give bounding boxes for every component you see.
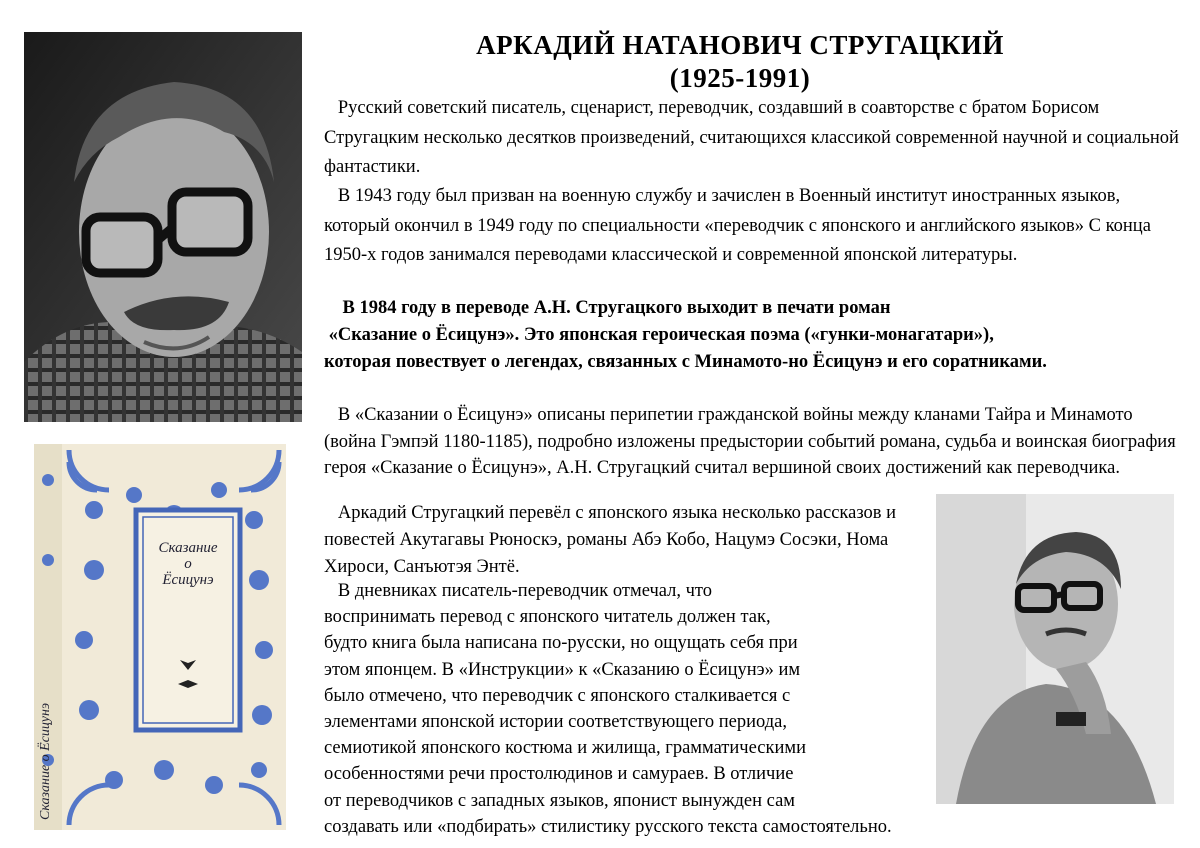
diary-line: семиотикой японского костюма и жилища, грамматическими bbox=[324, 738, 806, 759]
book-cover-image bbox=[24, 440, 296, 834]
cover-title-line-3: Ёсицунэ bbox=[162, 572, 214, 588]
book-cover-title bbox=[136, 540, 240, 588]
portrait-photo-top bbox=[24, 32, 302, 422]
paragraph-translation-highlight bbox=[324, 295, 1184, 376]
cover-title-line-1: Сказание bbox=[158, 540, 218, 556]
diary-line: элементами японской истории соответствующего периода, bbox=[324, 712, 787, 733]
paragraph-other-translations: Аркадий Стругацкий перевёл с японского языка несколько рассказов и повестей Акутагавы Рюноскэ, романы Абэ Кобо, Нацумэ Сосэки, Нома Хироси, Санъютэя Энтё. bbox=[324, 503, 901, 577]
paragraph-saga-description: В «Сказании о Ёсицунэ» описаны перипетии гражданской войны между кланами Тайра и Минамото (война Гэмпэй 1180-1185), подробно изложены предыстории событий романа, судьба и воинская биография героя «Сказание о Ёсицунэ», А.Н. Стругацкий считал вершиной своих достижений как переводчика. bbox=[324, 405, 1181, 478]
page-title: АРКАДИЙ НАТАНОВИЧ СТРУГАЦКИЙ bbox=[476, 30, 1004, 60]
paragraph-intro: Русский советский писатель, сценарист, переводчик, создавший в соавторстве с братом Борисом Стругацким несколько десятков произведений, считающихся классикой современной научной и социальной фантастики. bbox=[324, 98, 1184, 177]
diary-line: воспринимать перевод с японского читатель должен так, bbox=[324, 607, 771, 628]
highlight-line-1: В 1984 году в переводе А.Н. Стругацкого выходит в печати роман bbox=[324, 298, 891, 318]
life-years: (1925-1991) bbox=[669, 63, 811, 93]
paragraph-military-service: В 1943 году был призван на военную службу и зачислен в Военный институт иностранных языков, который окончил в 1949 году по специальности «переводчик с японского и английского языков» С конца 1950-х годов занимался переводами классической и современной японской литературы. bbox=[324, 186, 1156, 265]
cover-title-line-2: о bbox=[184, 556, 192, 572]
diary-line: особенностями речи простолюдинов и самураев. В отличие bbox=[324, 764, 794, 785]
book-spine-title: Сказание о Ёсицунэ bbox=[38, 702, 53, 820]
paragraph-diaries bbox=[324, 578, 1024, 840]
diary-line: этом японцем. В «Инструкции» к «Сказанию о Ёсицунэ» им bbox=[324, 659, 801, 680]
diary-line: было отмечено, что переводчик с японского сталкивается с bbox=[324, 685, 791, 706]
highlight-line-3: которая повествует о легендах, связанных с Минамото-но Ёсицунэ и его соратниками. bbox=[324, 352, 1047, 372]
diary-line: В дневниках писатель-переводчик отмечал, что bbox=[324, 581, 713, 601]
diary-line: создавать или «подбирать» стилистику русского текста самостоятельно. bbox=[324, 816, 892, 837]
highlight-line-2: «Сказание о Ёсицунэ». Это японская героическая поэма («гунки-монагатари»), bbox=[324, 325, 994, 345]
diary-line: будто книга была написана по-русски, но ощущать себя при bbox=[324, 633, 798, 654]
diary-line: от переводчиков с западных языков, японист вынужден сам bbox=[324, 790, 796, 811]
